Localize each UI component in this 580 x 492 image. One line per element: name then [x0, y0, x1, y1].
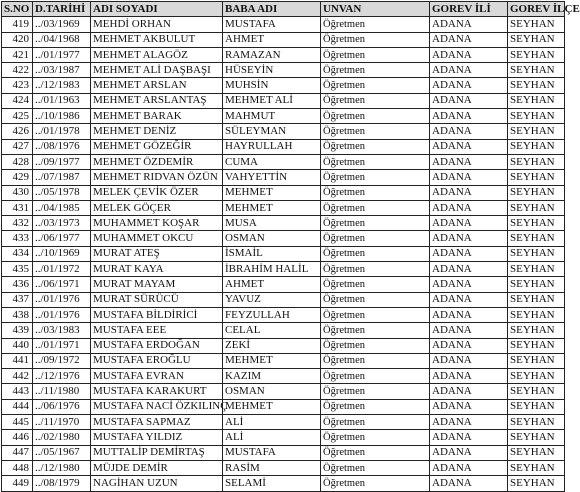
cell-province: ADANA	[430, 323, 508, 338]
cell-father-name: ZEKİ	[223, 338, 321, 353]
cell-title: Öğretmen	[321, 231, 430, 246]
cell-full-name: MEHDİ ORHAN	[91, 17, 223, 32]
cell-full-name: MEHMET ÖZDEMİR	[91, 154, 223, 169]
cell-father-name: MEHMET	[223, 353, 321, 368]
cell-title: Öğretmen	[321, 47, 430, 62]
table-row	[2, 109, 565, 124]
cell-full-name: MUSTAFA SAPMAZ	[91, 415, 223, 430]
cell-birth-date: ../01/1976	[33, 292, 91, 307]
cell-full-name: MEHMET BARAK	[91, 109, 223, 124]
cell-district: SEYHAN	[508, 430, 565, 445]
cell-sno: 427	[2, 139, 33, 154]
cell-title: Öğretmen	[321, 246, 430, 261]
cell-province: ADANA	[430, 338, 508, 353]
table-row	[2, 246, 565, 261]
cell-full-name: MEHMET ALAGÖZ	[91, 47, 223, 62]
cell-father-name: AHMET	[223, 32, 321, 47]
cell-district: SEYHAN	[508, 307, 565, 322]
cell-district: SEYHAN	[508, 384, 565, 399]
table-row	[2, 170, 565, 185]
cell-father-name: MEHMET	[223, 399, 321, 414]
cell-birth-date: ../06/1976	[33, 399, 91, 414]
cell-title: Öğretmen	[321, 170, 430, 185]
cell-birth-date: ../08/1979	[33, 476, 91, 491]
cell-title: Öğretmen	[321, 399, 430, 414]
cell-birth-date: ../03/1987	[33, 63, 91, 78]
cell-province: ADANA	[430, 200, 508, 215]
cell-sno: 425	[2, 109, 33, 124]
cell-birth-date: ../05/1967	[33, 445, 91, 460]
cell-district: SEYHAN	[508, 47, 565, 62]
cell-birth-date: ../04/1985	[33, 200, 91, 215]
cell-province: ADANA	[430, 216, 508, 231]
cell-district: SEYHAN	[508, 476, 565, 491]
cell-father-name: MUHSİN	[223, 78, 321, 93]
table-body	[2, 17, 565, 491]
table-row	[2, 353, 565, 368]
cell-province: ADANA	[430, 93, 508, 108]
cell-sno: 423	[2, 78, 33, 93]
cell-sno: 449	[2, 476, 33, 491]
table-row	[2, 430, 565, 445]
cell-province: ADANA	[430, 32, 508, 47]
cell-title: Öğretmen	[321, 63, 430, 78]
cell-province: ADANA	[430, 185, 508, 200]
cell-full-name: MUSTAFA EVRAN	[91, 369, 223, 384]
cell-full-name: MEHMET DENİZ	[91, 124, 223, 139]
cell-district: SEYHAN	[508, 109, 565, 124]
cell-title: Öğretmen	[321, 262, 430, 277]
cell-full-name: MEHMET GÖZEĞİR	[91, 139, 223, 154]
cell-father-name: HAYRULLAH	[223, 139, 321, 154]
cell-birth-date: ../02/1980	[33, 430, 91, 445]
cell-father-name: İSMAİL	[223, 246, 321, 261]
cell-father-name: ALİ	[223, 415, 321, 430]
cell-birth-date: ../12/1983	[33, 78, 91, 93]
cell-birth-date: ../06/1971	[33, 277, 91, 292]
cell-district: SEYHAN	[508, 262, 565, 277]
cell-title: Öğretmen	[321, 32, 430, 47]
table-row	[2, 63, 565, 78]
cell-sno: 438	[2, 307, 33, 322]
cell-birth-date: ../09/1972	[33, 353, 91, 368]
table-row	[2, 277, 565, 292]
cell-district: SEYHAN	[508, 399, 565, 414]
cell-father-name: OSMAN	[223, 384, 321, 399]
cell-district: SEYHAN	[508, 93, 565, 108]
table-row	[2, 32, 565, 47]
table-row	[2, 154, 565, 169]
cell-birth-date: ../09/1977	[33, 154, 91, 169]
cell-district: SEYHAN	[508, 170, 565, 185]
cell-birth-date: ../08/1976	[33, 139, 91, 154]
cell-birth-date: ../05/1978	[33, 185, 91, 200]
cell-district: SEYHAN	[508, 78, 565, 93]
cell-full-name: MUSTAFA KARAKURT	[91, 384, 223, 399]
cell-province: ADANA	[430, 17, 508, 32]
cell-province: ADANA	[430, 460, 508, 475]
cell-province: ADANA	[430, 415, 508, 430]
cell-province: ADANA	[430, 262, 508, 277]
cell-father-name: MEHMET ALİ	[223, 93, 321, 108]
cell-full-name: MELEK ÇEVİK ÖZER	[91, 185, 223, 200]
cell-sno: 444	[2, 399, 33, 414]
cell-title: Öğretmen	[321, 369, 430, 384]
table-row	[2, 415, 565, 430]
cell-father-name: CUMA	[223, 154, 321, 169]
cell-title: Öğretmen	[321, 460, 430, 475]
cell-full-name: MURAT SÜRÜCÜ	[91, 292, 223, 307]
cell-title: Öğretmen	[321, 476, 430, 491]
cell-province: ADANA	[430, 476, 508, 491]
cell-full-name: MURAT MAYAM	[91, 277, 223, 292]
table-row	[2, 323, 565, 338]
cell-title: Öğretmen	[321, 292, 430, 307]
cell-father-name: FEYZULLAH	[223, 307, 321, 322]
cell-birth-date: ../04/1968	[33, 32, 91, 47]
cell-title: Öğretmen	[321, 216, 430, 231]
cell-title: Öğretmen	[321, 109, 430, 124]
cell-sno: 422	[2, 63, 33, 78]
cell-birth-date: ../11/1980	[33, 384, 91, 399]
cell-province: ADANA	[430, 353, 508, 368]
cell-province: ADANA	[430, 399, 508, 414]
header-father-name: BABA ADI	[223, 2, 321, 17]
cell-sno: 431	[2, 200, 33, 215]
cell-title: Öğretmen	[321, 154, 430, 169]
cell-full-name: MUHAMMET KOŞAR	[91, 216, 223, 231]
cell-province: ADANA	[430, 445, 508, 460]
cell-father-name: MUSA	[223, 216, 321, 231]
cell-province: ADANA	[430, 154, 508, 169]
cell-district: SEYHAN	[508, 338, 565, 353]
cell-district: SEYHAN	[508, 154, 565, 169]
cell-sno: 430	[2, 185, 33, 200]
cell-sno: 447	[2, 445, 33, 460]
cell-birth-date: ../11/1970	[33, 415, 91, 430]
cell-district: SEYHAN	[508, 17, 565, 32]
table-row	[2, 338, 565, 353]
cell-title: Öğretmen	[321, 93, 430, 108]
table-row	[2, 476, 565, 491]
cell-province: ADANA	[430, 109, 508, 124]
cell-district: SEYHAN	[508, 63, 565, 78]
header-birth-date: D.TARİHİ	[33, 2, 91, 17]
cell-title: Öğretmen	[321, 430, 430, 445]
cell-birth-date: ../06/1977	[33, 231, 91, 246]
cell-sno: 424	[2, 93, 33, 108]
cell-father-name: MUSTAFA	[223, 17, 321, 32]
cell-birth-date: ../01/1972	[33, 262, 91, 277]
cell-title: Öğretmen	[321, 415, 430, 430]
table-row	[2, 78, 565, 93]
cell-sno: 437	[2, 292, 33, 307]
cell-father-name: VAHYETTİN	[223, 170, 321, 185]
table-row	[2, 369, 565, 384]
cell-province: ADANA	[430, 139, 508, 154]
cell-sno: 436	[2, 277, 33, 292]
cell-title: Öğretmen	[321, 185, 430, 200]
table-row	[2, 216, 565, 231]
cell-father-name: CELAL	[223, 323, 321, 338]
cell-father-name: MEHMET	[223, 185, 321, 200]
cell-father-name: RAMAZAN	[223, 47, 321, 62]
cell-sno: 421	[2, 47, 33, 62]
cell-province: ADANA	[430, 170, 508, 185]
cell-title: Öğretmen	[321, 384, 430, 399]
cell-full-name: MUSTAFA NACİ ÖZKILINÇ	[91, 399, 223, 414]
table-row	[2, 231, 565, 246]
cell-full-name: NAGİHAN UZUN	[91, 476, 223, 491]
cell-province: ADANA	[430, 277, 508, 292]
cell-sno: 433	[2, 231, 33, 246]
cell-father-name: MUSTAFA	[223, 445, 321, 460]
cell-district: SEYHAN	[508, 415, 565, 430]
cell-sno: 439	[2, 323, 33, 338]
cell-province: ADANA	[430, 246, 508, 261]
cell-title: Öğretmen	[321, 338, 430, 353]
header-title: UNVAN	[321, 2, 430, 17]
cell-province: ADANA	[430, 231, 508, 246]
cell-title: Öğretmen	[321, 139, 430, 154]
cell-province: ADANA	[430, 292, 508, 307]
cell-sno: 432	[2, 216, 33, 231]
cell-district: SEYHAN	[508, 185, 565, 200]
cell-full-name: MEHMET ALİ DAŞBAŞI	[91, 63, 223, 78]
cell-province: ADANA	[430, 384, 508, 399]
cell-sno: 419	[2, 17, 33, 32]
cell-full-name: MUTTALİP DEMİRTAŞ	[91, 445, 223, 460]
cell-title: Öğretmen	[321, 353, 430, 368]
cell-father-name: KAZIM	[223, 369, 321, 384]
cell-sno: 448	[2, 460, 33, 475]
cell-title: Öğretmen	[321, 445, 430, 460]
cell-province: ADANA	[430, 78, 508, 93]
cell-father-name: RASİM	[223, 460, 321, 475]
cell-title: Öğretmen	[321, 307, 430, 322]
cell-birth-date: ../01/1978	[33, 124, 91, 139]
table-row	[2, 17, 565, 32]
cell-district: SEYHAN	[508, 460, 565, 475]
cell-birth-date: ../07/1987	[33, 170, 91, 185]
cell-full-name: MUHAMMET OKCU	[91, 231, 223, 246]
cell-province: ADANA	[430, 124, 508, 139]
cell-father-name: YAVUZ	[223, 292, 321, 307]
cell-district: SEYHAN	[508, 292, 565, 307]
table-row	[2, 399, 565, 414]
header-district: GOREV İLÇE	[508, 2, 565, 17]
cell-full-name: MELEK GÖÇER	[91, 200, 223, 215]
table-row	[2, 139, 565, 154]
cell-district: SEYHAN	[508, 124, 565, 139]
cell-sno: 443	[2, 384, 33, 399]
cell-father-name: AHMET	[223, 277, 321, 292]
cell-province: ADANA	[430, 430, 508, 445]
personnel-table	[1, 1, 580, 492]
cell-father-name: İBRAHİM HALİL	[223, 262, 321, 277]
cell-sno: 446	[2, 430, 33, 445]
cell-full-name: MUSTAFA EEE	[91, 323, 223, 338]
cell-sno: 434	[2, 246, 33, 261]
cell-district: SEYHAN	[508, 277, 565, 292]
cell-title: Öğretmen	[321, 124, 430, 139]
cell-birth-date: ../03/1983	[33, 323, 91, 338]
cell-title: Öğretmen	[321, 17, 430, 32]
cell-full-name: MUSTAFA BİLDİRİCİ	[91, 307, 223, 322]
table-row	[2, 460, 565, 475]
cell-full-name: MURAT ATEŞ	[91, 246, 223, 261]
cell-district: SEYHAN	[508, 139, 565, 154]
cell-title: Öğretmen	[321, 323, 430, 338]
table-row	[2, 93, 565, 108]
cell-full-name: MUSTAFA YILDIZ	[91, 430, 223, 445]
cell-sno: 426	[2, 124, 33, 139]
table-row	[2, 292, 565, 307]
cell-title: Öğretmen	[321, 277, 430, 292]
table-row	[2, 47, 565, 62]
table-row	[2, 445, 565, 460]
cell-district: SEYHAN	[508, 323, 565, 338]
header-sno: S.NO	[2, 2, 33, 17]
cell-district: SEYHAN	[508, 216, 565, 231]
table-row	[2, 262, 565, 277]
cell-province: ADANA	[430, 63, 508, 78]
cell-birth-date: ../03/1973	[33, 216, 91, 231]
cell-birth-date: ../10/1986	[33, 109, 91, 124]
cell-district: SEYHAN	[508, 231, 565, 246]
cell-province: ADANA	[430, 307, 508, 322]
cell-full-name: MEHMET AKBULUT	[91, 32, 223, 47]
cell-father-name: MEHMET	[223, 200, 321, 215]
cell-sno: 420	[2, 32, 33, 47]
cell-father-name: SÜLEYMAN	[223, 124, 321, 139]
cell-father-name: HÜSEYİN	[223, 63, 321, 78]
cell-full-name: MURAT KAYA	[91, 262, 223, 277]
table-header-row	[2, 2, 565, 17]
cell-sno: 429	[2, 170, 33, 185]
table-row	[2, 124, 565, 139]
cell-title: Öğretmen	[321, 200, 430, 215]
cell-sno: 441	[2, 353, 33, 368]
cell-father-name: OSMAN	[223, 231, 321, 246]
cell-birth-date: ../01/1963	[33, 93, 91, 108]
cell-district: SEYHAN	[508, 353, 565, 368]
cell-full-name: MEHMET ARSLAN	[91, 78, 223, 93]
cell-full-name: MUSTAFA ERDOĞAN	[91, 338, 223, 353]
cell-full-name: MEHMET RIDVAN ÖZÜN	[91, 170, 223, 185]
cell-full-name: MUSTAFA EROĞLU	[91, 353, 223, 368]
cell-birth-date: ../01/1976	[33, 307, 91, 322]
cell-birth-date: ../01/1971	[33, 338, 91, 353]
header-full-name: ADI SOYADI	[91, 2, 223, 17]
cell-full-name: MÜJDE DEMİR	[91, 460, 223, 475]
table-row	[2, 200, 565, 215]
header-province: GOREV İLİ	[430, 2, 508, 17]
cell-district: SEYHAN	[508, 246, 565, 261]
cell-sno: 435	[2, 262, 33, 277]
table-row	[2, 185, 565, 200]
cell-district: SEYHAN	[508, 369, 565, 384]
cell-sno: 440	[2, 338, 33, 353]
cell-father-name: ALİ	[223, 430, 321, 445]
cell-sno: 445	[2, 415, 33, 430]
cell-father-name: MAHMUT	[223, 109, 321, 124]
cell-province: ADANA	[430, 369, 508, 384]
cell-sno: 428	[2, 154, 33, 169]
cell-sno: 442	[2, 369, 33, 384]
cell-title: Öğretmen	[321, 78, 430, 93]
cell-birth-date: ../01/1977	[33, 47, 91, 62]
table-row	[2, 307, 565, 322]
cell-full-name: MEHMET ARSLANTAŞ	[91, 93, 223, 108]
cell-birth-date: ../10/1969	[33, 246, 91, 261]
cell-birth-date: ../03/1969	[33, 17, 91, 32]
cell-birth-date: ../12/1976	[33, 369, 91, 384]
cell-father-name: SELAMİ	[223, 476, 321, 491]
cell-district: SEYHAN	[508, 445, 565, 460]
cell-province: ADANA	[430, 47, 508, 62]
cell-birth-date: ../12/1980	[33, 460, 91, 475]
cell-district: SEYHAN	[508, 32, 565, 47]
table-row	[2, 384, 565, 399]
cell-district: SEYHAN	[508, 200, 565, 215]
